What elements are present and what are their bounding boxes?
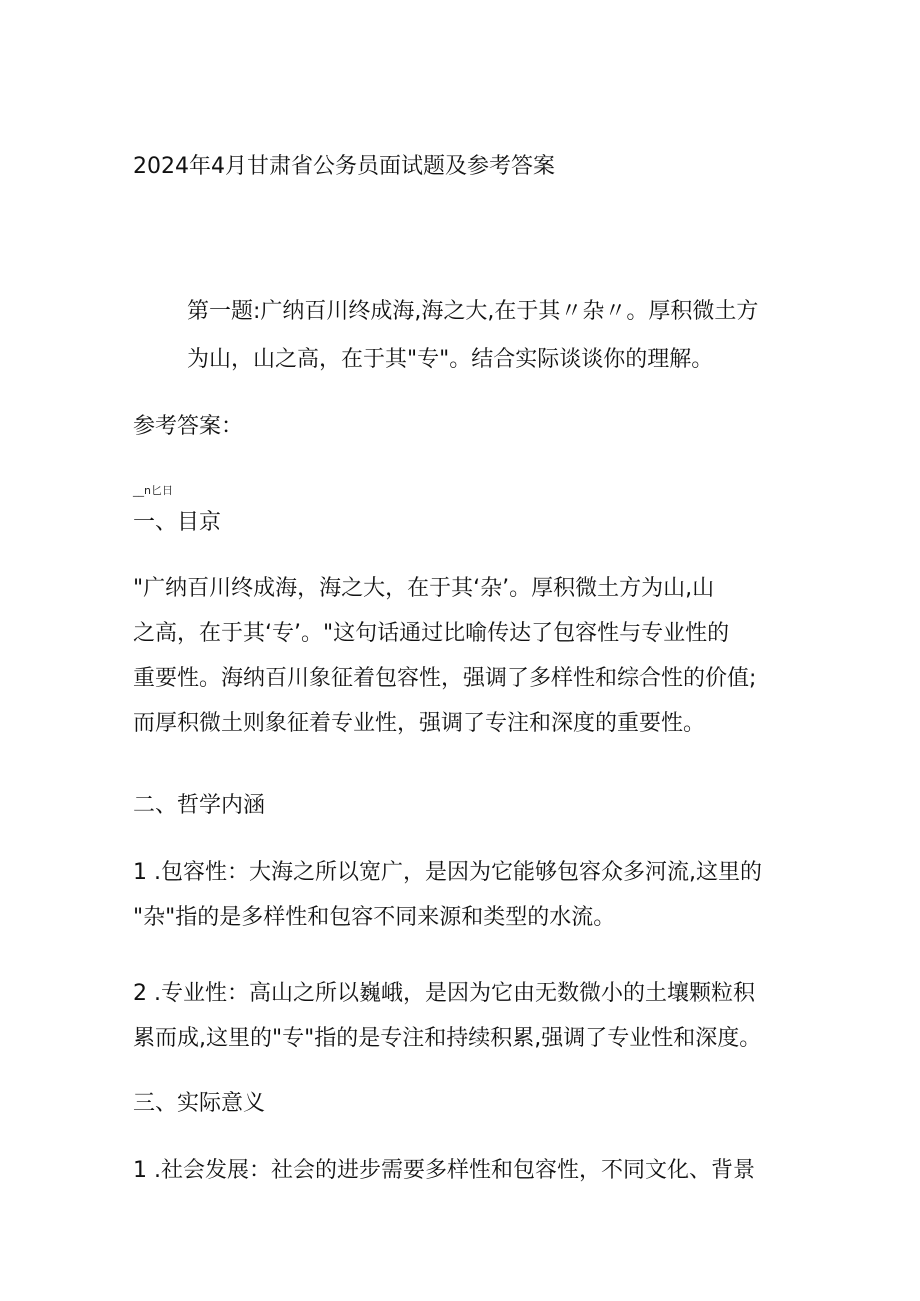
question-line: 为山，山之高，在于其"专"。结合实际谈谈你的理解。 bbox=[187, 347, 714, 372]
paragraph-line: 2 .专业性：高山之所以巍峨，是因为它由无数微小的土壤颗粒积 bbox=[133, 981, 755, 1006]
paragraph-line: 1 .包容性：大海之所以宽广，是因为它能够包容众多河流,这里的 bbox=[133, 860, 762, 885]
paragraph-line: 重要性。海纳百川象征着包容性，强调了多样性和综合性的价值; bbox=[133, 666, 757, 691]
scan-artifact-note: __n匕日 bbox=[133, 484, 173, 497]
paragraph-line: 之高，在于其‘专’。"这句话通过比喻传达了包容性与专业性的 bbox=[133, 621, 730, 646]
answer-label: 参考答案： bbox=[133, 414, 244, 439]
question-line: 第一题:广纳百川终成海,海之大,在于其〃杂〃。厚积微土方 bbox=[187, 299, 759, 324]
question-paragraph bbox=[133, 288, 793, 384]
section-3-item-1 bbox=[133, 1148, 797, 1193]
paragraph-line: 累而成,这里的"专"指的是专注和持续积累,强调了专业性和深度。 bbox=[133, 1026, 762, 1051]
section-heading-2: 二、哲学内涵 bbox=[133, 793, 266, 818]
section-2-item-2 bbox=[133, 971, 797, 1061]
section-heading-1: 一、目京 bbox=[133, 510, 222, 535]
document-title: 2024年4月甘肃省公务员面试题及参考答案 bbox=[133, 154, 555, 179]
paragraph-line: "杂"指的是多样性和包容不同来源和类型的水流。 bbox=[133, 905, 616, 930]
paragraph-line: "广纳百川终成海，海之大，在于其‘杂’。厚积微土方为山,山 bbox=[133, 576, 715, 601]
section-heading-3: 三、实际意义 bbox=[133, 1091, 266, 1116]
paragraph-line: 而厚积微土则象征着专业性，强调了专注和深度的重要性。 bbox=[133, 711, 706, 736]
section-1-paragraph bbox=[133, 566, 797, 746]
paragraph-line: 1 .社会发展：社会的进步需要多样性和包容性，不同文化、背景 bbox=[133, 1158, 755, 1183]
section-2-item-1 bbox=[133, 850, 797, 940]
